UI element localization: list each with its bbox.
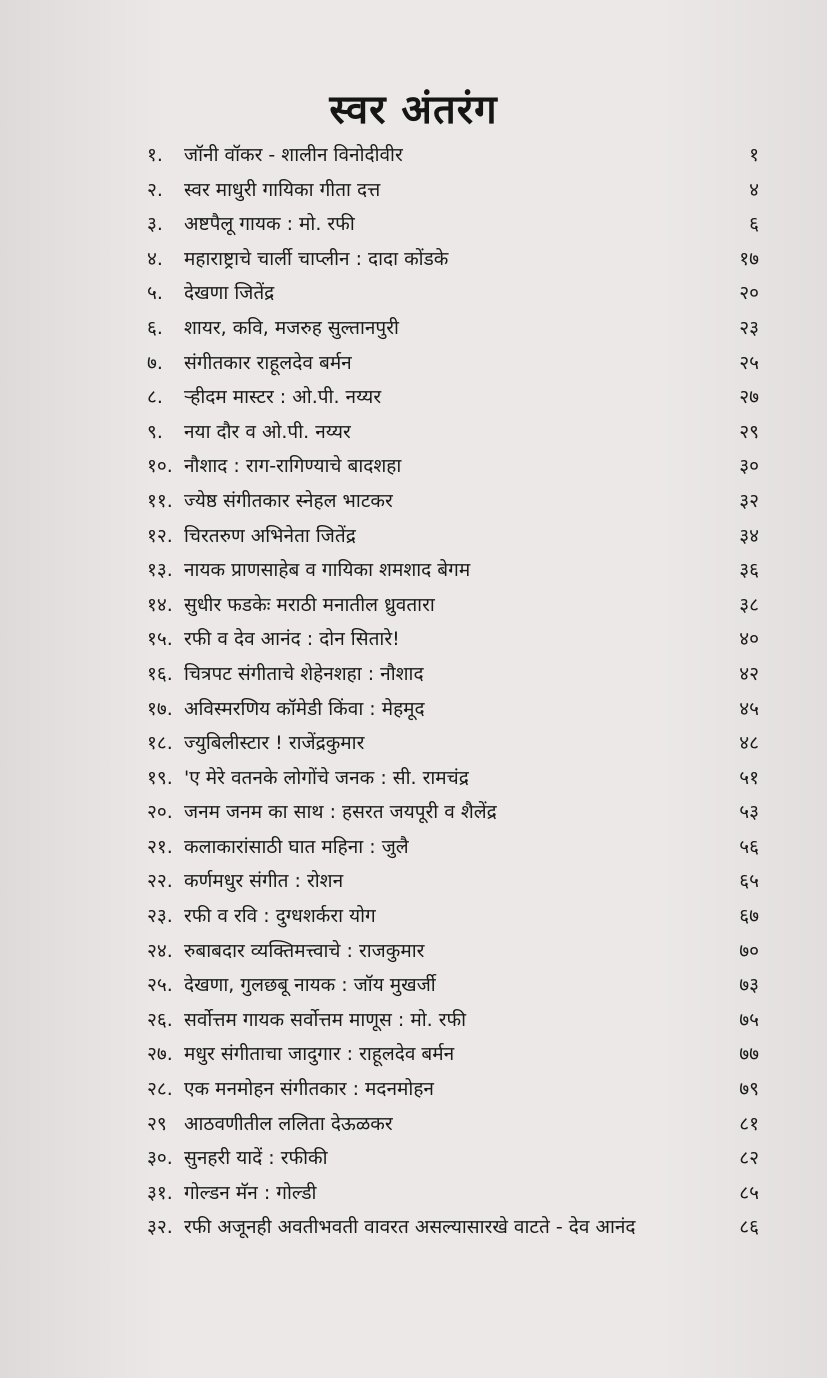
toc-entry-number: २२. — [147, 870, 173, 893]
toc-entry — [0, 380, 827, 415]
toc-entry-title: कर्णमधुर संगीत : रोशन — [184, 870, 344, 893]
toc-entry-number: ८. — [147, 386, 163, 409]
toc-entry-page: ३४ — [739, 524, 759, 547]
toc-entry-page: ८२ — [739, 1147, 759, 1170]
toc-entry — [0, 830, 827, 865]
toc-entry-title: मधुर संगीताचा जादुगार : राहूलदेव बर्मन — [184, 1043, 455, 1066]
toc-entry-page: ३८ — [739, 593, 759, 616]
toc-entry-number: १३. — [147, 559, 173, 582]
toc-entry-title: देखणा, गुलछबू नायक : जॉय मुखर्जी — [184, 974, 436, 997]
toc-entry-page: २७ — [739, 386, 759, 409]
toc-entry-number: २६. — [147, 1008, 173, 1031]
toc-entry-title: स्वर माधुरी गायिका गीता दत्त — [184, 178, 381, 201]
toc-entry-page: ३० — [739, 455, 759, 478]
toc-entry-number: ९. — [147, 420, 163, 443]
toc-entry-title: सुधीर फडकेः मराठी मनातील ध्रुवतारा — [184, 593, 435, 616]
toc-entry-number: १२. — [147, 524, 173, 547]
toc-entry — [0, 1176, 827, 1211]
toc-entry-title: चित्रपट संगीताचे शेहेनशहा : नौशाद — [184, 662, 424, 685]
toc-entry-page: १७ — [739, 247, 759, 270]
toc-entry — [0, 899, 827, 934]
toc-entry-title: रुबाबदार व्यक्तिमत्त्वाचे : राजकुमार — [184, 939, 425, 962]
toc-entry-number: २७. — [147, 1043, 173, 1066]
toc-entry-number: २५. — [147, 974, 173, 997]
toc-entry-page: ४५ — [739, 697, 759, 720]
toc-entry-title: कलाकारांसाठी घात महिना : जुलै — [184, 835, 409, 858]
toc-entry — [0, 242, 827, 277]
table-of-contents — [0, 138, 827, 1245]
toc-entry-title: आठवणीतील ललिता देऊळकर — [184, 1112, 393, 1135]
toc-entry — [0, 276, 827, 311]
page-title: स्वर अंतरंग — [329, 87, 498, 133]
toc-entry-title: नौशाद : राग-रागिण्याचे बादशहा — [184, 455, 402, 478]
toc-entry-page: ८५ — [739, 1181, 759, 1204]
toc-entry-title: रफी व रवि : दुग्धशर्करा योग — [184, 905, 376, 928]
toc-entry-number: ५. — [147, 282, 163, 305]
toc-entry-number: २१. — [147, 835, 173, 858]
toc-entry-number: २. — [147, 178, 163, 201]
toc-entry-title: ऱ्हीदम मास्टर : ओ.पी. नय्यर — [184, 386, 382, 409]
toc-entry-page: ७३ — [739, 974, 759, 997]
toc-entry — [0, 622, 827, 657]
toc-entry-title: 'ए मेरे वतनके लोगोंचे जनक : सी. रामचंद्र — [184, 766, 469, 789]
toc-entry-title: ज्येष्ठ संगीतकार स्नेहल भाटकर — [184, 489, 393, 512]
toc-entry — [0, 588, 827, 623]
toc-entry-title: सुनहरी यादें : रफीकी — [184, 1147, 328, 1170]
toc-entry-page: २९ — [739, 420, 759, 443]
toc-entry-title: देखणा जितेंद्र — [184, 282, 275, 305]
toc-entry-number: ११. — [147, 489, 173, 512]
toc-entry-page: ७७ — [739, 1043, 759, 1066]
toc-entry-page: ८६ — [739, 1216, 759, 1239]
toc-entry-page: ४२ — [739, 662, 759, 685]
toc-entry-number: १९. — [147, 766, 173, 789]
toc-entry-number: २४. — [147, 939, 173, 962]
toc-entry — [0, 311, 827, 346]
toc-entry-title: अष्टपैलू गायक : मो. रफी — [184, 213, 355, 236]
toc-entry-page: २५ — [739, 351, 759, 374]
toc-entry-number: १५. — [147, 628, 173, 651]
toc-entry — [0, 761, 827, 796]
toc-entry-page: ३६ — [739, 559, 759, 582]
toc-entry-title: एक मनमोहन संगीतकार : मदनमोहन — [184, 1078, 434, 1101]
toc-entry-title: अविस्मरणिय कॉमेडी किंवा : मेहमूद — [184, 697, 425, 720]
toc-entry-number: १४. — [147, 593, 173, 616]
toc-entry-page: ४० — [739, 628, 759, 651]
toc-entry-page: ७९ — [739, 1078, 759, 1101]
toc-entry-page: ४८ — [739, 732, 759, 755]
toc-entry — [0, 1210, 827, 1245]
toc-entry — [0, 1141, 827, 1176]
toc-entry-number: १. — [147, 144, 163, 166]
toc-entry-page: १ — [749, 144, 759, 166]
toc-entry-number: १६. — [147, 662, 173, 685]
toc-entry — [0, 1003, 827, 1038]
toc-entry — [0, 138, 827, 173]
toc-entry-page: ३२ — [739, 489, 759, 512]
toc-entry-number: २३. — [147, 905, 173, 928]
toc-entry-page: ८१ — [739, 1112, 759, 1135]
toc-entry — [0, 415, 827, 450]
toc-entry-number: २९ — [147, 1112, 167, 1135]
toc-entry-page: ५१ — [739, 766, 759, 789]
toc-entry-number: ३२. — [147, 1216, 173, 1239]
toc-entry-title: महाराष्ट्राचे चार्ली चाप्लीन : दादा कोंडके — [184, 247, 449, 270]
toc-entry-title: गोल्डन मॅन : गोल्डी — [184, 1181, 317, 1204]
toc-entry-number: ४. — [147, 247, 163, 270]
toc-entry-number: १८. — [147, 732, 173, 755]
toc-entry-title: रफी अजूनही अवतीभवती वावरत असल्यासारखे वाटते - देव आनंद — [184, 1216, 636, 1239]
toc-entry-title: नायक प्राणसाहेब व गायिका शमशाद बेगम — [184, 559, 471, 582]
toc-entry — [0, 553, 827, 588]
toc-entry-title: जॉनी वॉकर - शालीन विनोदीवीर — [184, 144, 403, 166]
toc-entry-title: रफी व देव आनंद : दोन सितारे! — [184, 628, 400, 651]
toc-entry-number: १७. — [147, 697, 173, 720]
toc-entry-number: १०. — [147, 455, 173, 478]
toc-entry-number: २८. — [147, 1078, 173, 1101]
toc-entry-title: जनम जनम का साथ : हसरत जयपूरी व शैलेंद्र — [184, 801, 497, 824]
toc-entry-page: २० — [739, 282, 759, 305]
toc-entry-page: २३ — [739, 316, 759, 339]
toc-entry — [0, 726, 827, 761]
toc-entry-title: नया दौर व ओ.पी. नय्यर — [184, 420, 351, 443]
toc-entry-title: ज्युबिलीस्टार ! राजेंद्रकुमार — [184, 732, 365, 755]
toc-entry-page: ६५ — [739, 870, 759, 893]
toc-entry-title: शायर, कवि, मजरुह सुल्तानपुरी — [184, 316, 399, 339]
toc-entry-page: ४ — [749, 178, 759, 201]
toc-entry — [0, 1072, 827, 1107]
toc-entry-title: चिरतरुण अभिनेता जितेंद्र — [184, 524, 356, 547]
toc-entry — [0, 346, 827, 381]
toc-entry — [0, 173, 827, 208]
toc-entry-title: सर्वोत्तम गायक सर्वोत्तम माणूस : मो. रफी — [184, 1008, 467, 1031]
toc-entry — [0, 968, 827, 1003]
toc-entry-page: ५३ — [739, 801, 759, 824]
toc-entry — [0, 864, 827, 899]
toc-entry — [0, 484, 827, 519]
toc-entry — [0, 657, 827, 692]
toc-entry — [0, 519, 827, 554]
toc-entry — [0, 692, 827, 727]
toc-entry — [0, 449, 827, 484]
toc-entry-page: ६७ — [739, 905, 759, 928]
toc-entry — [0, 1037, 827, 1072]
toc-entry — [0, 1107, 827, 1142]
toc-entry-page: ७० — [739, 939, 759, 962]
toc-entry — [0, 795, 827, 830]
toc-entry-page: ५६ — [739, 835, 759, 858]
toc-entry-number: ३. — [147, 213, 163, 236]
toc-entry-number: ३१. — [147, 1181, 173, 1204]
toc-entry — [0, 207, 827, 242]
toc-entry-title: संगीतकार राहूलदेव बर्मन — [184, 351, 352, 374]
toc-entry — [0, 934, 827, 969]
toc-entry-number: ६. — [147, 316, 163, 339]
toc-entry-page: ६ — [749, 213, 759, 236]
toc-entry-page: ७५ — [739, 1008, 759, 1031]
toc-entry-number: ७. — [147, 351, 163, 374]
toc-entry-number: ३०. — [147, 1147, 173, 1170]
toc-entry-number: २०. — [147, 801, 173, 824]
